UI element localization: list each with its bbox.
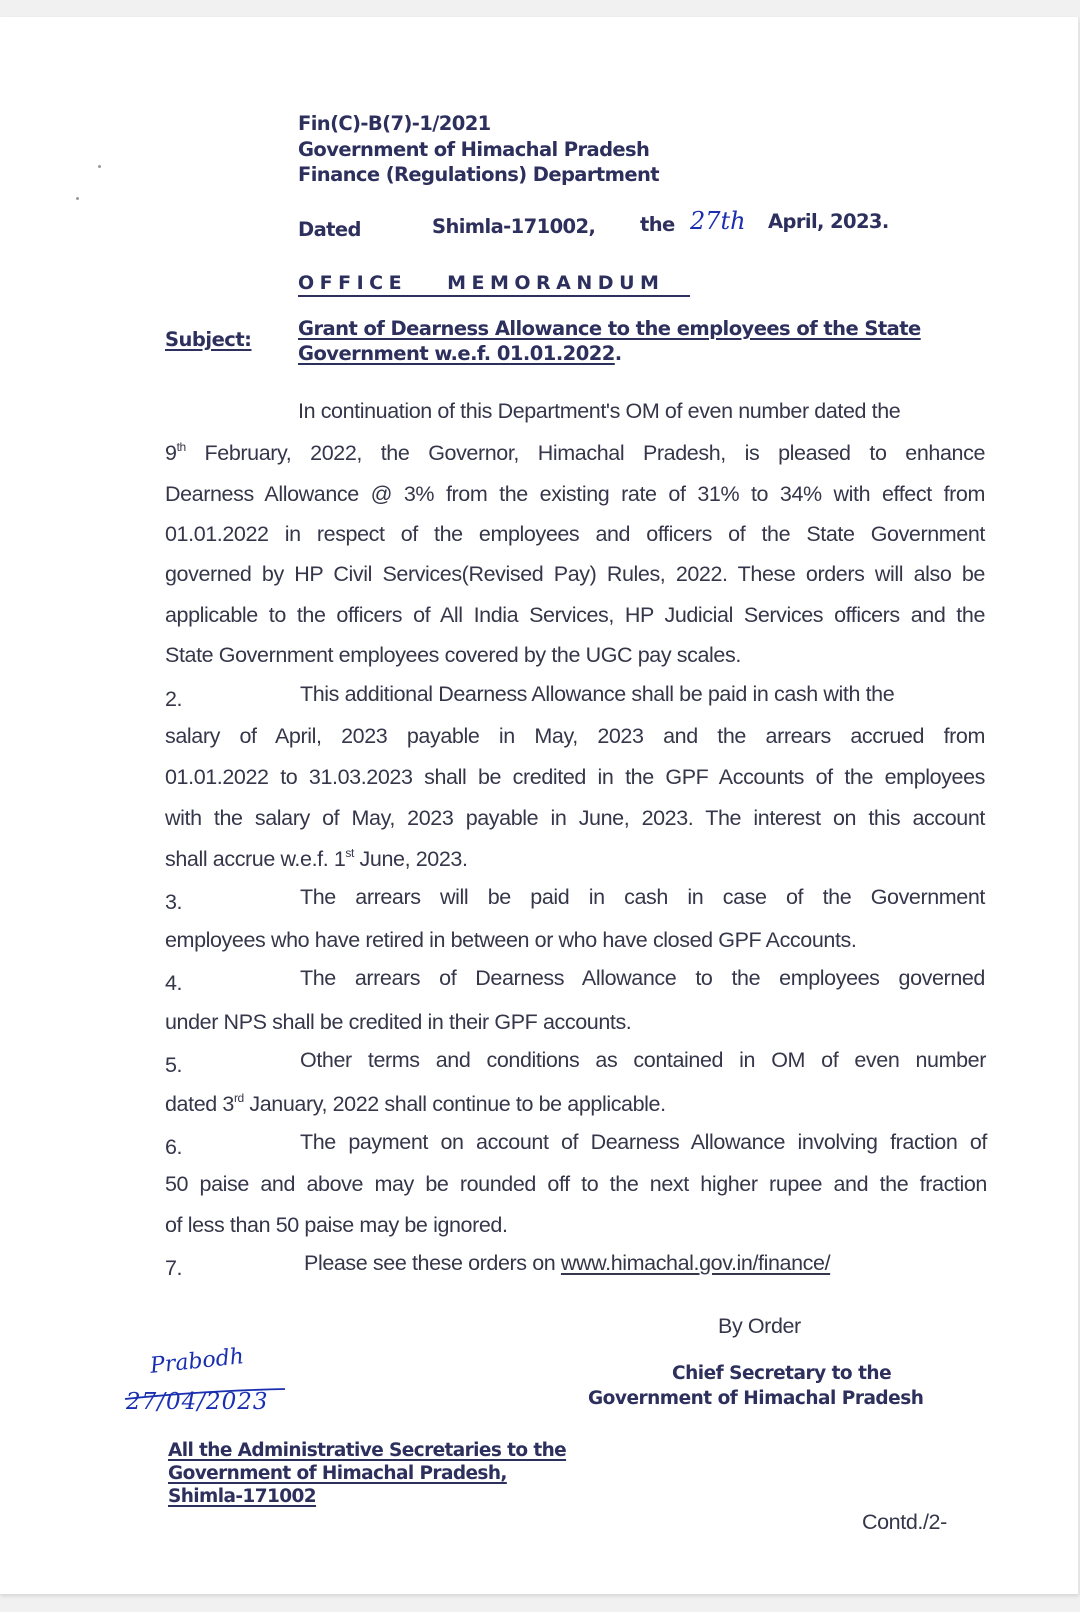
para1-day: 9 [165,441,177,465]
para2-line4: with the salary of May, 2023 payable in June, 2023. The interest on this account [165,806,985,830]
para1-line7: State Government employees covered by the UGC pay scales. [165,643,741,667]
para2-line5-text: shall accrue w.e.f. 1 [165,847,346,871]
para1-day-suffix: th [176,440,186,454]
department-name: Finance (Regulations) Department [298,163,659,186]
dated-the: the [640,213,675,236]
para7-text: Please see these orders on [304,1251,561,1275]
para6-number: 6. [165,1135,183,1159]
memo-title [298,272,690,297]
dated-label: Dated [298,218,361,241]
para1-line1: In continuation of this Department's OM of even number dated the [298,399,901,423]
para1-line6: applicable to the officers of All India Services, HP Judicial Services officers and the [165,603,985,627]
para2-line3: 01.01.2022 to 31.03.2023 shall be credited in the GPF Accounts of the employees [165,765,985,789]
memo-title-memorandum: MEMORANDUM [447,272,665,294]
file-number: Fin(C)-B(7)-1/2021 [298,112,491,135]
para5-day-suffix: rd [233,1091,244,1105]
designation-line1: Chief Secretary to the [672,1363,892,1384]
addressee-line3: Shimla-171002 [168,1486,317,1507]
subject-line-2: Government w.e.f. 01.01.2022 [298,342,615,365]
para5-line1: Other terms and conditions as contained in OM of even number [300,1048,986,1072]
para3-line1: The arrears will be paid in cash in case of the Government [300,885,985,909]
subject-line-1: Grant of Dearness Allowance to the employees of the State [298,317,921,340]
para6-line2: 50 paise and above may be rounded off to the next higher rupee and the fraction [165,1172,987,1196]
designation-line2: Government of Himachal Pradesh [588,1388,924,1409]
scan-speck [76,197,79,200]
para2-line2: salary of April, 2023 payable in May, 2023 and the arrears accrued from [165,724,985,748]
para2-number: 2. [165,687,183,711]
dated-place: Shimla-171002, [432,215,596,238]
scan-speck [98,165,101,168]
subject-label: Subject: [165,328,252,351]
para2-line1: This additional Dearness Allowance shall be paid in cash with the [300,682,895,706]
addressee-line2: Government of Himachal Pradesh, [168,1463,507,1484]
para1-line4: 01.01.2022 in respect of the employees and officers of the State Government [165,522,985,546]
para1-line2-text: February, 2022, the Governor, Himachal Pradesh, is pleased to enhance [185,441,985,465]
para5-line2-rest: January, 2022 shall continue to be applicable. [243,1092,666,1116]
document-page [0,17,1079,1594]
para6-line3: of less than 50 paise may be ignored. [165,1213,508,1237]
para7-number: 7. [165,1256,183,1280]
handwritten-signature: Prabodh [148,1344,246,1379]
para5-line2-text: dated 3 [165,1092,234,1116]
para4-line1: The arrears of Dearness Allowance to the employees governed [300,966,985,990]
para2-line5 [165,847,468,872]
para4-line2: under NPS shall be credited in their GPF accounts. [165,1010,632,1034]
subject-text [298,317,921,365]
para5-number: 5. [165,1053,183,1077]
subject-period: . [614,342,622,365]
para7-line [304,1251,830,1276]
dated-month-year: April, 2023. [768,210,889,233]
continued-marker: Contd./2- [862,1510,947,1534]
handwritten-date: 27/04/2023 [126,1389,269,1415]
para3-number: 3. [165,890,183,914]
para1-line3: Dearness Allowance @ 3% from the existing rate of 31% to 34% with effect from [165,482,985,506]
addressee [168,1439,566,1508]
para4-number: 4. [165,971,183,995]
handwritten-day: 27th [690,207,746,235]
finance-website-link[interactable]: www.himachal.gov.in/finance/ [560,1251,831,1275]
para1-line2 [165,441,985,466]
para1-line5: governed by HP Civil Services(Revised Pay) Rules, 2022. These orders will also be [165,562,985,586]
memo-title-office: OFFICE [298,272,408,294]
para2-line5-date: June, 2023. [353,847,468,871]
para5-line2 [165,1092,666,1117]
government-name: Government of Himachal Pradesh [298,138,650,161]
para2-day-suffix: st [345,846,354,860]
addressee-line1: All the Administrative Secretaries to the [168,1440,567,1461]
by-order: By Order [718,1314,801,1338]
para3-line2: employees who have retired in between or who have closed GPF Accounts. [165,928,857,952]
para6-line1: The payment on account of Dearness Allowance involving fraction of [300,1130,987,1154]
